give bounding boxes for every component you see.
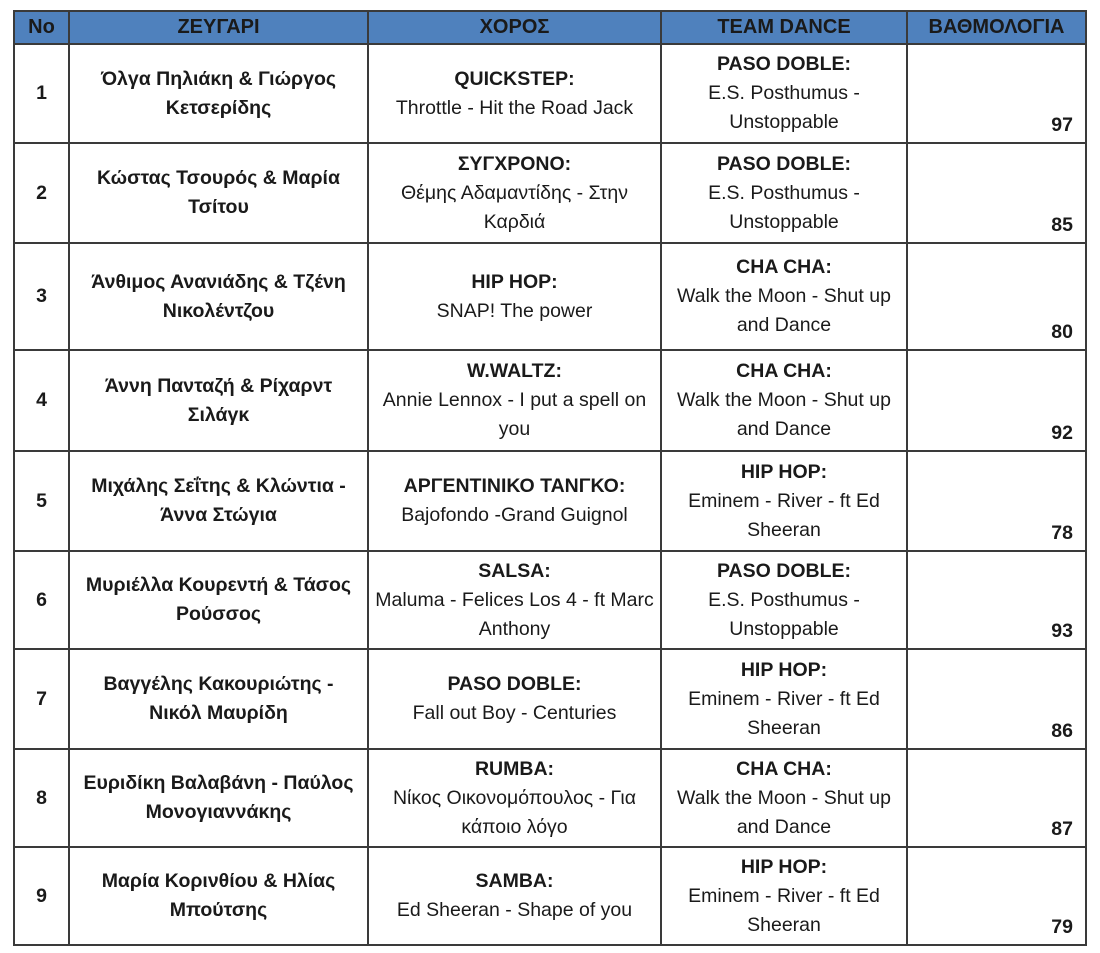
dance-style: QUICKSTEP:: [454, 67, 575, 90]
dance-song: Throttle - Hit the Road Jack: [395, 96, 634, 119]
dance-song: Bajofondo -Grand Guignol: [401, 504, 628, 526]
score-value: 86: [907, 649, 1086, 749]
team-dance-style: CHA CHA:: [736, 757, 832, 780]
row-number: 8: [14, 749, 69, 847]
team-dance-cell: [661, 243, 907, 350]
team-dance-style: PASO DOBLE:: [717, 152, 851, 175]
dance-style: HIP HOP:: [471, 270, 558, 293]
table-row: [14, 451, 1086, 551]
team-dance-song: E.S. Posthumus - Unstoppable: [708, 588, 860, 640]
team-dance-style: HIP HOP:: [740, 460, 828, 483]
dance-cell: [368, 451, 661, 551]
table-row: [14, 847, 1086, 945]
couple-name: Κώστας Τσουρός & Μαρία Τσίτου: [69, 143, 368, 243]
dance-style: ΑΡΓΕΝΤΙΝΙΚΟ ΤΑΝΓΚΟ:: [403, 475, 626, 497]
team-dance-cell: [661, 44, 907, 143]
row-number: 6: [14, 551, 69, 649]
team-dance-song: Walk the Moon - Shut up and Dance: [677, 786, 891, 838]
team-dance-cell: [661, 451, 907, 551]
dance-song: Θέμης Αδαμαντίδης - Στην Καρδιά: [401, 181, 628, 233]
team-dance-song: E.S. Posthumus - Unstoppable: [708, 181, 860, 233]
row-number: 9: [14, 847, 69, 945]
team-dance-style: PASO DOBLE:: [717, 53, 851, 75]
dance-style: PASO DOBLE:: [447, 673, 582, 695]
table-row: [14, 143, 1086, 243]
score-value: 85: [907, 143, 1086, 243]
team-dance-cell: [661, 143, 907, 243]
dance-song: SNAP! The power: [436, 299, 593, 322]
dance-style: RUMBA:: [474, 757, 555, 780]
dance-song: Maluma - Felices Los 4 - ft Marc Anthony: [375, 588, 654, 640]
header-row: [14, 11, 1086, 44]
team-dance-cell: [661, 749, 907, 847]
team-dance-cell: [661, 350, 907, 451]
team-dance-style: HIP HOP:: [740, 658, 828, 681]
row-number: 5: [14, 451, 69, 551]
score-value: 87: [907, 749, 1086, 847]
couple-name: Άνθιμος Ανανιάδης & Τζένη Νικολέντζου: [69, 243, 368, 350]
team-dance-song: Eminem - River - ft Ed Sheeran: [688, 884, 880, 936]
couple-name: Όλγα Πηλιάκη & Γιώργος Κετσερίδης: [69, 44, 368, 143]
header-team-dance: TEAM DANCE: [661, 11, 907, 44]
header-couple: ΖΕΥΓΑΡΙ: [69, 11, 368, 44]
row-number: 1: [14, 44, 69, 143]
couple-name: Ευριδίκη Βαλαβάνη - Παύλος Μονογιαννάκης: [69, 749, 368, 847]
dance-cell: [368, 350, 661, 451]
table-row: [14, 243, 1086, 350]
row-number: 3: [14, 243, 69, 350]
scores-table: [13, 10, 1087, 946]
dance-style: ΣΥΓΧΡΟΝΟ:: [457, 152, 572, 175]
couple-name: Βαγγέλης Κακουριώτης - Νικόλ Μαυρίδη: [69, 649, 368, 749]
couple-name: Μιχάλης Σεΐτης & Κλώντια - Άννα Στώγια: [69, 451, 368, 551]
table-row: [14, 649, 1086, 749]
couple-name: Άννη Πανταζή & Ρίχαρντ Σιλάγκ: [69, 350, 368, 451]
score-value: 80: [907, 243, 1086, 350]
dance-song: Ed Sheeran - Shape of you: [396, 899, 633, 921]
team-dance-cell: [661, 847, 907, 945]
dance-style: SALSA:: [478, 559, 551, 582]
dance-cell: [368, 551, 661, 649]
dance-cell: [368, 649, 661, 749]
header-dance: ΧΟΡΟΣ: [368, 11, 661, 44]
header-score: ΒΑΘΜΟΛΟΓΙΑ: [907, 11, 1086, 44]
dance-cell: [368, 847, 661, 945]
score-value: 92: [907, 350, 1086, 451]
team-dance-style: PASO DOBLE:: [717, 559, 851, 582]
row-number: 4: [14, 350, 69, 451]
team-dance-cell: [661, 649, 907, 749]
couple-name: Μυριέλλα Κουρεντή & Τάσος Ρούσσος: [69, 551, 368, 649]
team-dance-song: E.S. Posthumus - Unstoppable: [708, 82, 860, 133]
team-dance-song: Eminem - River - ft Ed Sheeran: [688, 687, 880, 739]
table-row: [14, 551, 1086, 649]
table-row: [14, 749, 1086, 847]
dance-style: W.WALTZ:: [467, 360, 562, 382]
team-dance-style: CHA CHA:: [736, 360, 832, 382]
team-dance-song: Walk the Moon - Shut up and Dance: [677, 285, 891, 336]
score-value: 79: [907, 847, 1086, 945]
couple-name: Μαρία Κορινθίου & Ηλίας Μπούτσης: [69, 847, 368, 945]
dance-song: Νίκος Οικονομόπουλος - Για κάποιο λόγο: [392, 786, 637, 838]
row-number: 2: [14, 143, 69, 243]
table-row: [14, 44, 1086, 143]
score-value: 93: [907, 551, 1086, 649]
dance-cell: [368, 44, 661, 143]
team-dance-style: CHA CHA:: [736, 256, 832, 278]
dance-cell: [368, 143, 661, 243]
dance-cell: [368, 243, 661, 350]
score-value: 97: [907, 44, 1086, 143]
table-row: [14, 350, 1086, 451]
dance-style: SAMBA:: [475, 870, 554, 892]
dance-cell: [368, 749, 661, 847]
team-dance-song: Eminem - River - ft Ed Sheeran: [688, 489, 880, 541]
team-dance-song: Walk the Moon - Shut up and Dance: [677, 389, 891, 440]
header-no: No: [14, 11, 69, 44]
dance-song: Fall out Boy - Centuries: [412, 702, 617, 724]
dance-song: Annie Lennox - I put a spell on you: [382, 389, 647, 440]
score-value: 78: [907, 451, 1086, 551]
team-dance-style: HIP HOP:: [740, 855, 828, 878]
row-number: 7: [14, 649, 69, 749]
team-dance-cell: [661, 551, 907, 649]
